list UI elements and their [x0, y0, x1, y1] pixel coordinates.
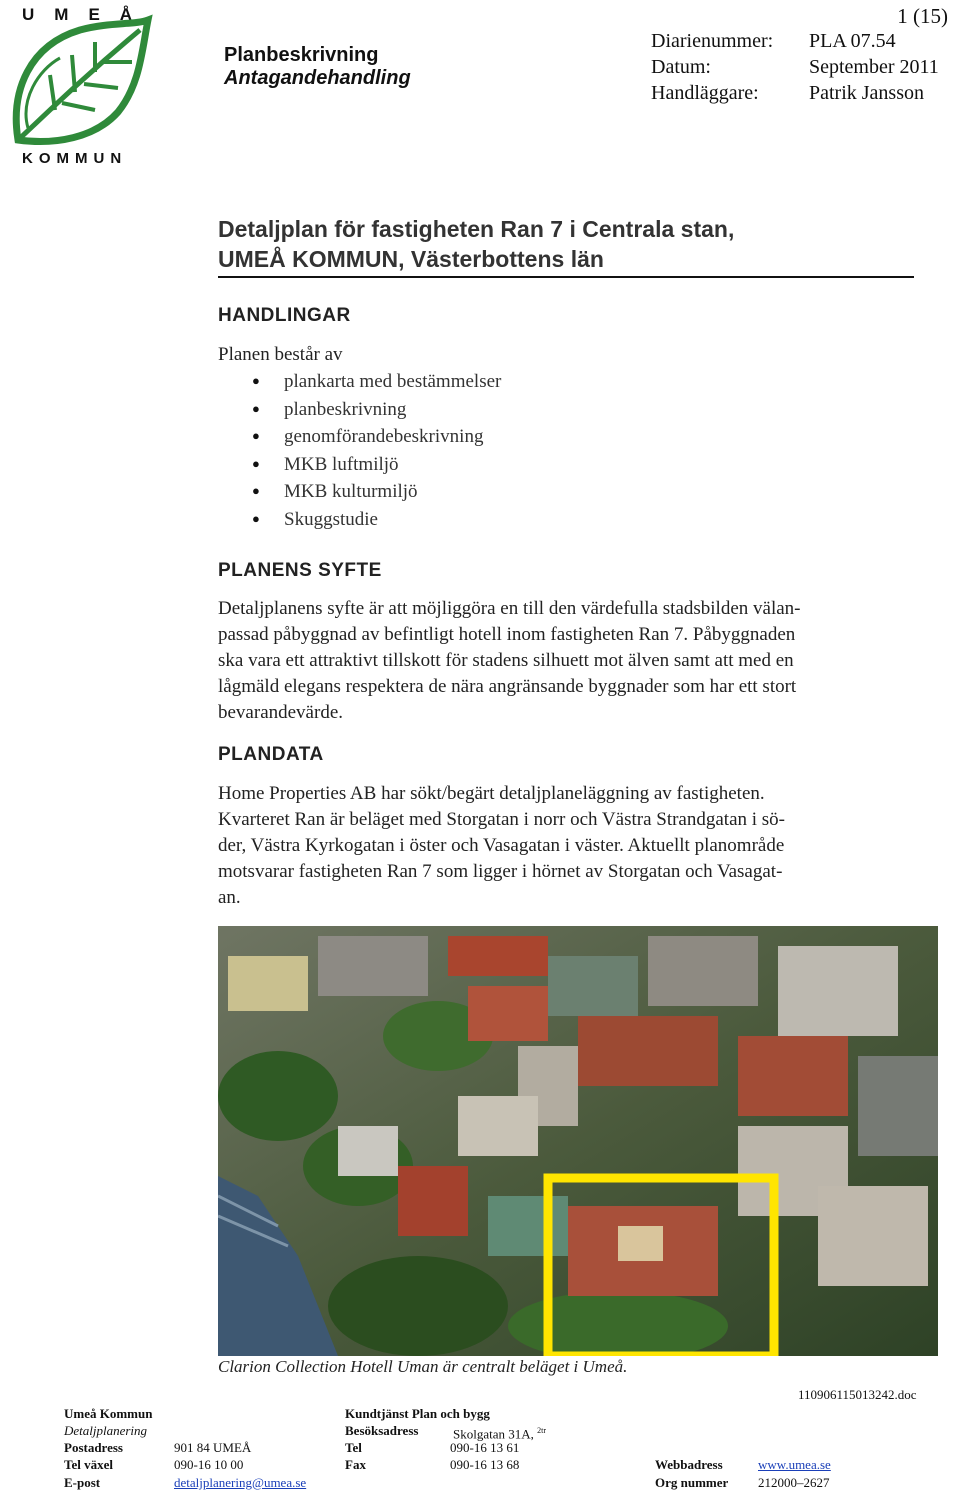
footer-tel: 090-16 13 61 [450, 1440, 520, 1455]
list-item: ● genomförandebeskrivning [218, 423, 501, 451]
document-meta [651, 28, 939, 106]
title-line2: UMEÅ KOMMUN, Västerbottens län [218, 246, 604, 272]
meta-row-datum [651, 54, 939, 80]
text-line: ska vara ett attraktivt tillskott för stadens silhuett mot älven samt att med en [218, 650, 794, 671]
footer-fax-label: Fax [345, 1457, 366, 1472]
page-title [218, 214, 914, 278]
footer-besok-label: Besöksadress [345, 1423, 419, 1438]
footer-postadress-label: Postadress [64, 1440, 123, 1455]
title-line1: Detaljplan för fastigheten Ran 7 i Centrala stan, [218, 216, 735, 242]
handlingar-intro: Planen består av [218, 344, 343, 365]
heading-plandata: PLANDATA [218, 744, 324, 765]
footer-service: Kundtjänst Plan och bygg [345, 1406, 490, 1421]
meta-label: Diarienummer: [651, 30, 774, 52]
document-type [224, 44, 411, 90]
meta-value: PLA 07.54 [809, 30, 896, 52]
meta-label: Handläggare: [651, 82, 759, 104]
list-item: ● plankarta med bestämmelser [218, 368, 501, 396]
text-line: motsvarar fastigheten Ran 7 som ligger i hörnet av Storgatan och Vasagat- [218, 861, 783, 882]
text-line: Kvarteret Ran är beläget med Storgatan i norr och Västra Strandgatan i sö- [218, 809, 786, 830]
footer-orgnr-label: Org nummer [655, 1475, 729, 1490]
meta-label: Datum: [651, 56, 711, 78]
heading-handlingar: HANDLINGAR [218, 305, 351, 326]
footer-epost-link[interactable]: detaljplanering@umea.se [174, 1475, 307, 1490]
footer-tel-label: Tel [345, 1440, 362, 1455]
list-item: ● MKB kulturmiljö [218, 478, 501, 506]
text-line: bevarandevärde. [218, 702, 344, 723]
footer-besok-address: Skolgatan 31A, [453, 1426, 534, 1442]
umea-kommun-logo [0, 0, 155, 170]
doc-type-line1: Planbeskrivning [224, 44, 379, 66]
plandata-paragraph [218, 781, 908, 911]
meta-value: September 2011 [809, 56, 939, 78]
footer-epost-label: E-post [64, 1475, 101, 1490]
aerial-photo [218, 926, 938, 1356]
footer-telvaxel-label: Tel växel [64, 1457, 113, 1472]
list-item: ● Skuggstudie [218, 506, 501, 534]
meta-value: Patrik Jansson [809, 82, 924, 104]
footer-postadress: 901 84 UMEÅ [174, 1440, 252, 1455]
document-filename: 110906115013242.doc [798, 1387, 917, 1402]
handlingar-list [218, 368, 501, 533]
text-line: an. [218, 887, 241, 908]
text-line: Home Properties AB har sökt/begärt detaljplaneläggning av fastigheten. [218, 783, 765, 804]
text-line: lågmäld elegans respektera de nära angränsande byggnader som har ett stort [218, 676, 797, 697]
text-line: passad påbyggnad av befintligt hotell inom fastigheten Ran 7. Påbyggnaden [218, 624, 796, 645]
footer-fax: 090-16 13 68 [450, 1457, 520, 1472]
text-line: Detaljplanens syfte är att möjliggöra en till den värdefulla stadsbilden välan- [218, 598, 801, 619]
meta-row-handlaggare [651, 80, 939, 106]
photo-caption: Clarion Collection Hotell Uman är centralt beläget i Umeå. [218, 1357, 628, 1376]
syfte-paragraph [218, 596, 908, 726]
meta-row-diarienummer [651, 28, 939, 54]
footer-web-link[interactable]: www.umea.se [758, 1457, 831, 1472]
footer-dept: Detaljplanering [64, 1423, 148, 1438]
page-number: 1 (15) [897, 4, 948, 28]
list-item: ● planbeskrivning [218, 396, 501, 424]
footer-org: Umeå Kommun [64, 1406, 153, 1421]
footer-web-label: Webbadress [655, 1457, 723, 1472]
doc-type-line2: Antagandehandling [224, 67, 411, 89]
footer-orgnr: 212000–2627 [758, 1475, 830, 1490]
text-line: der, Västra Kyrkogatan i öster och Vasagatan i väster. Aktuellt planområde [218, 835, 785, 856]
footer-besok-floor: 2tr [537, 1426, 547, 1435]
svg-text:KOMMUN: KOMMUN [22, 150, 128, 167]
heading-planens-syfte: PLANENS SYFTE [218, 560, 382, 581]
list-item: ● MKB luftmiljö [218, 451, 501, 479]
svg-text:UMEÅ: UMEÅ [22, 5, 153, 24]
footer-telvaxel: 090-16 10 00 [174, 1457, 244, 1472]
